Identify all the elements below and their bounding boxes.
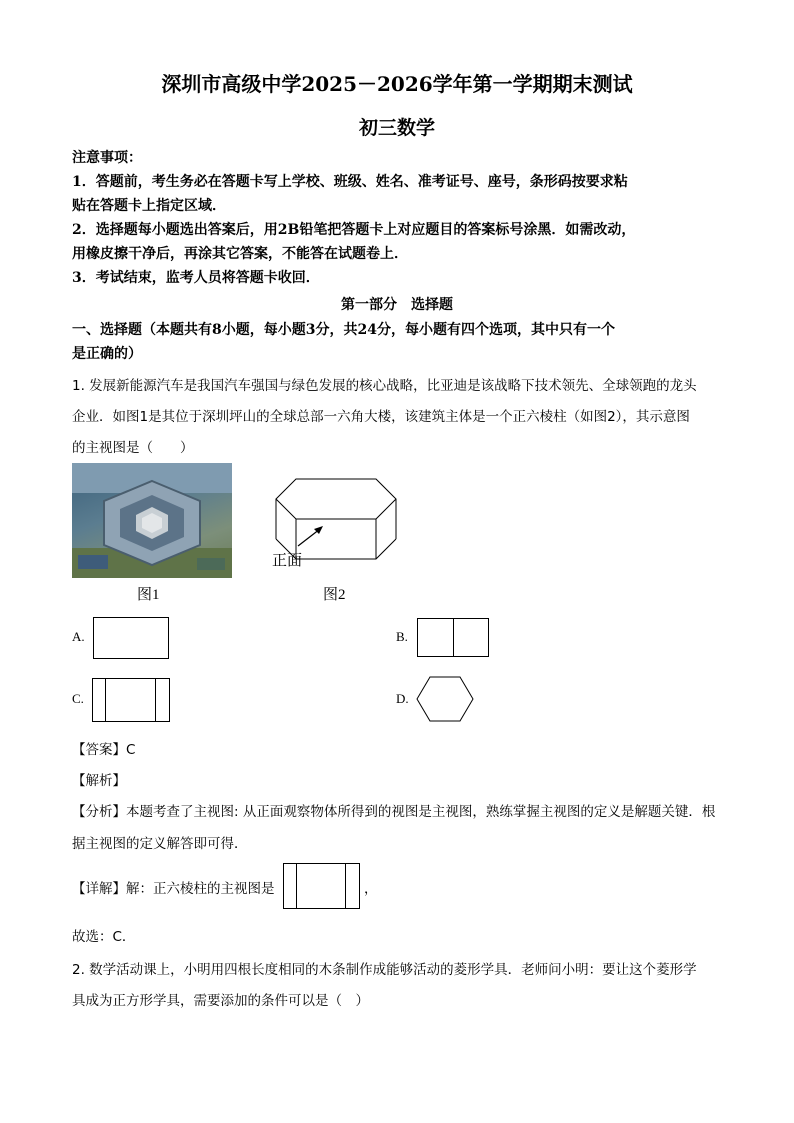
notice-item-1-line-2: 贴在答题卡上指定区域． xyxy=(72,198,226,214)
section-heading-line-1: 一、选择题（本题共有8小题，每小题3分，共24分，每小题有四个选项，其中只有一个 xyxy=(72,322,615,338)
conclusion: 故选：C． xyxy=(72,929,136,945)
notice-item-3: 3．考试结束，监考人员将答题卡收回． xyxy=(72,270,320,286)
exam-subtitle: 初三数学 xyxy=(358,117,435,139)
exam-title: 深圳市高级中学2025－2026学年第一学期期末测试 xyxy=(161,72,633,96)
notice-item-2-line-1: 2．选择题每小题选出答案后，用2B铅笔把答题卡上对应题目的答案标号涂黑．如需改动， xyxy=(72,222,636,238)
option-b-divider xyxy=(453,619,454,656)
notice-item-2-line-2: 用橡皮擦干净后，再涂其它答案，不能答在试题卷上． xyxy=(72,246,408,262)
front-label: 正面 xyxy=(272,553,303,569)
answer-tag: 【答案】 xyxy=(72,742,126,758)
option-d-label: D. xyxy=(396,691,409,706)
option-a-label: A. xyxy=(72,629,85,644)
notice-heading: 注意事项： xyxy=(72,150,142,166)
detail-divider-left xyxy=(296,864,297,908)
option-c-rectangle xyxy=(92,678,170,722)
option-b-label: B. xyxy=(396,629,408,644)
analysis-line-1: 【分析】本题考查了主视图: 从正面观察物体所得到的视图是主视图，熟练掌握主视图的定义是解题关键．根 xyxy=(72,804,716,820)
detail-front-view xyxy=(283,863,360,909)
detail-text: 【详解】解：正六棱柱的主视图是 xyxy=(72,881,275,897)
option-b-rectangle xyxy=(417,618,489,657)
answer-line xyxy=(72,738,135,758)
detail-comma: ， xyxy=(364,881,378,897)
section-heading-line-2: 是正确的） xyxy=(72,346,142,362)
option-a-rectangle xyxy=(93,617,169,659)
notice-item-1-line-1: 1．答题前，考生务必在答题卡写上学校、班级、姓名、准考证号、座号，条形码按要求粘 xyxy=(72,174,628,190)
option-c-label: C. xyxy=(72,691,84,706)
q1-line-3: 的主视图是（ ） xyxy=(72,440,194,456)
fig1-caption: 图1 xyxy=(137,587,160,603)
q2-line-2: 具成为正方形学具，需要添加的条件可以是（ ） xyxy=(72,993,369,1009)
answer-value: C xyxy=(126,742,136,758)
analysis-tag: 【解析】 xyxy=(72,773,126,789)
q1-line-1: 1. 发展新能源汽车是我国汽车强国与绿色发展的核心战略，比亚迪是该战略下技术领先、全球领跑的龙头 xyxy=(72,378,697,394)
q1-line-2: 企业．如图1是其位于深圳坪山的全球总部一六角大楼，该建筑主体是一个正六棱柱（如图2），其示意图 xyxy=(72,409,690,425)
q2-line-1: 2. 数学活动课上，小明用四根长度相同的木条制作成能够活动的菱形学具．老师问小明：要让这个菱形学 xyxy=(72,962,697,978)
hexagon-building-photo xyxy=(72,463,232,578)
detail-divider-right xyxy=(345,864,346,908)
option-d-hexagon xyxy=(415,675,475,723)
fig2-caption: 图2 xyxy=(323,587,346,603)
part-title: 第一部分 选择题 xyxy=(341,297,453,313)
option-c-divider-left xyxy=(105,679,106,721)
analysis-line-2: 据主视图的定义解答即可得． xyxy=(72,836,248,852)
option-c-divider-right xyxy=(155,679,156,721)
